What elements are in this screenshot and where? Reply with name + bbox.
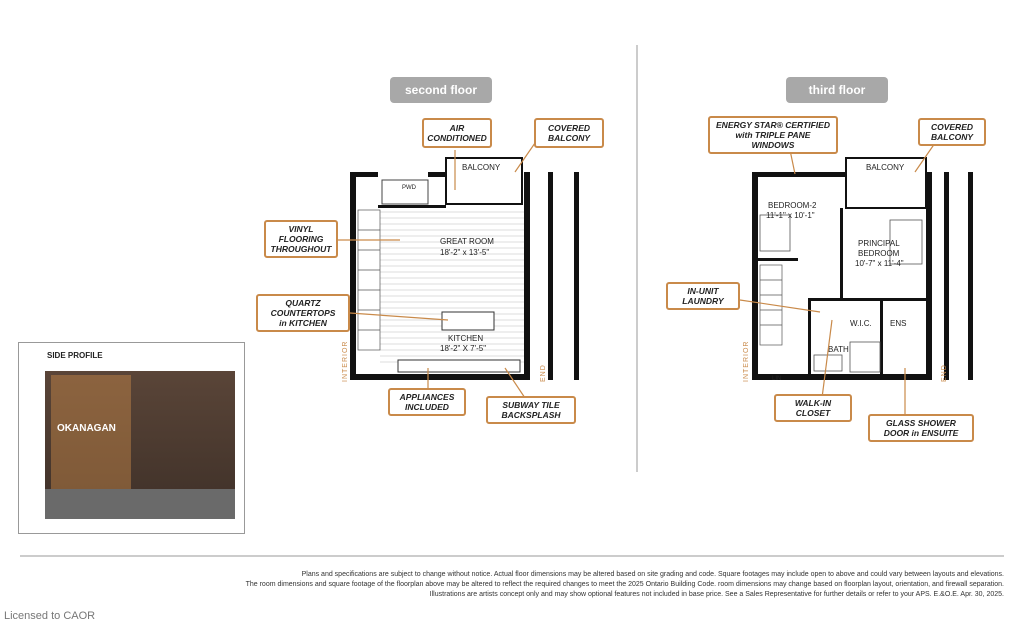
- disclaimer-line: Illustrations are artists concept only and may show optional features not included in base price. See a Sales Representative for further details or refer to your APS. E.&O.E. Apr. 30, 2025.: [429, 591, 1004, 598]
- third-floor-plan: [740, 143, 973, 418]
- principal-bedroom-label: BEDROOM: [858, 249, 900, 258]
- callout-energy-star: ENERGY STAR® CERTIFIED with TRIPLE PANE WINDOWS: [708, 116, 838, 154]
- bath-label: BATH: [828, 345, 849, 354]
- kitchen-label: KITCHEN: [448, 334, 484, 343]
- end-label-2f: END: [540, 364, 547, 382]
- end-label-3f: END: [941, 364, 948, 382]
- side-profile-model: OKANAGAN: [57, 423, 116, 434]
- great-room-label: GREAT ROOM: [440, 237, 494, 246]
- second-floor-title: second floor: [390, 77, 492, 103]
- callout-air-conditioned: AIR CONDITIONED: [422, 118, 492, 148]
- side-profile-ground: [45, 489, 235, 519]
- interior-label-3f: INTERIOR: [743, 340, 750, 382]
- callout-quartz: QUARTZ COUNTERTOPS in KITCHEN: [256, 294, 350, 332]
- ens-label: ENS: [890, 319, 907, 328]
- principal-dim: 10'-7" x 11'-4": [855, 259, 904, 268]
- callout-glass-shower: GLASS SHOWER DOOR in ENSUITE: [868, 414, 974, 442]
- callout-covered-balcony-2f: COVERED BALCONY: [534, 118, 604, 148]
- side-profile-panel: [18, 342, 245, 534]
- callout-appliances: APPLIANCES INCLUDED: [388, 388, 466, 416]
- side-profile-title: SIDE PROFILE: [47, 351, 103, 360]
- pwd-label: PWD: [402, 185, 416, 191]
- balcony-3f-label: BALCONY: [866, 163, 905, 172]
- second-floor-plan: [335, 143, 579, 398]
- wic-label: W.I.C.: [850, 319, 872, 328]
- callout-laundry: IN-UNIT LAUNDRY: [666, 282, 740, 310]
- bedroom2-label: BEDROOM-2: [768, 201, 817, 210]
- principal-label: PRINCIPAL: [858, 239, 900, 248]
- balcony-2f-label: BALCONY: [462, 163, 501, 172]
- third-floor-title: third floor: [786, 77, 888, 103]
- callout-vinyl-flooring: VINYL FLOORING THROUGHOUT: [264, 220, 338, 258]
- bedroom2-dim: 11'-1" x 10'-1": [766, 211, 815, 220]
- disclaimer-line: Plans and specifications are subject to change without notice. Actual floor dimensions may be altered based on site grading and code. Square footages may include open to above and could vary between layouts and elevations.: [301, 571, 1004, 578]
- callout-subway-tile: SUBWAY TILE BACKSPLASH: [486, 396, 576, 424]
- kitchen-dim: 18'-2" X 7'-5": [440, 344, 487, 353]
- callout-covered-balcony-3f: COVERED BALCONY: [918, 118, 986, 146]
- disclaimer: [124, 570, 1004, 600]
- side-profile-rendering: [45, 371, 235, 519]
- footer-license: Licensed to CAOR: [4, 610, 96, 622]
- great-room-dim: 18'-2" x 13'-5": [440, 248, 490, 257]
- lin-label: LIN: [772, 376, 782, 382]
- disclaimer-line: The room dimensions and square footage of the floorplan above may be altered to reflect the required changes to meet the 2025 Ontario Building Code. room dimensions may change based on floorplan layout, orientation, and firewall separation.: [245, 581, 1004, 588]
- interior-label-2f: INTERIOR: [342, 340, 349, 382]
- callout-walk-in-closet: WALK-IN CLOSET: [774, 394, 852, 422]
